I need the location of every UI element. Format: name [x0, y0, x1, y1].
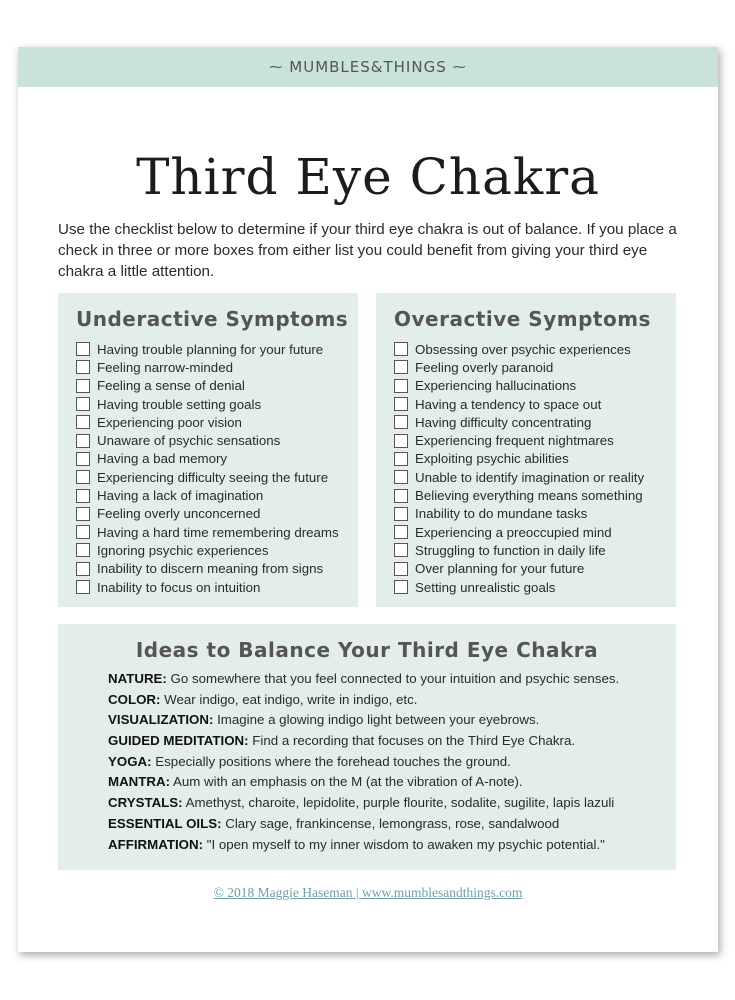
- checklist-item: [394, 541, 644, 559]
- underactive-panel: [58, 293, 358, 607]
- idea-row: [108, 814, 619, 835]
- checklist-item-label: Experiencing a preoccupied mind: [415, 524, 612, 540]
- checkbox[interactable]: [394, 580, 408, 594]
- brand-logo: [269, 58, 466, 76]
- idea-text: Clary sage, frankincense, lemongrass, rose, sandalwood: [221, 815, 560, 831]
- idea-label: MANTRA:: [108, 774, 171, 790]
- checkbox[interactable]: [394, 507, 408, 521]
- checklist-item-label: Ignoring psychic experiences: [97, 542, 269, 558]
- checklist-item: [394, 486, 644, 504]
- checklist-item-label: Inability to do mundane tasks: [415, 506, 588, 522]
- checkbox[interactable]: [76, 342, 90, 356]
- checklist-item-label: Experiencing difficulty seeing the future: [97, 469, 329, 485]
- checklist-item: [76, 450, 339, 468]
- checkbox[interactable]: [394, 452, 408, 466]
- checklist-item-label: Having a bad memory: [97, 451, 228, 467]
- idea-label: VISUALIZATION:: [108, 712, 214, 728]
- underactive-checklist: [76, 340, 339, 596]
- checklist-item-label: Feeling overly paranoid: [415, 359, 554, 375]
- checklist-item-label: Having a tendency to space out: [415, 396, 602, 412]
- idea-row: [108, 710, 619, 731]
- idea-text: "I open myself to my inner wisdom to awaken my psychic potential.": [203, 836, 605, 852]
- overactive-checklist: [394, 340, 644, 596]
- checkbox[interactable]: [76, 434, 90, 448]
- idea-row: [108, 772, 619, 793]
- checklist-item: [76, 560, 339, 578]
- right-sprig-icon: ⁓: [452, 59, 467, 75]
- idea-text: Find a recording that focuses on the Third Eye Chakra.: [248, 733, 576, 749]
- checklist-item: [76, 578, 339, 596]
- checklist-item: [76, 523, 339, 541]
- checklist-item: [394, 395, 644, 413]
- idea-text: Wear indigo, eat indigo, write in indigo, etc.: [160, 691, 418, 707]
- checklist-item: [76, 358, 339, 376]
- idea-text: Amethyst, charoite, lepidolite, purple flourite, sodalite, sugilite, lapis lazuli: [182, 795, 615, 811]
- idea-row: [108, 669, 619, 690]
- checklist-item: [394, 413, 644, 431]
- checklist-item-label: Having trouble planning for your future: [97, 341, 324, 357]
- checkbox[interactable]: [76, 562, 90, 576]
- checkbox[interactable]: [394, 397, 408, 411]
- idea-label: ESSENTIAL OILS:: [108, 815, 222, 831]
- header-band: [18, 47, 718, 87]
- idea-label: NATURE:: [108, 671, 167, 686]
- checklist-item-label: Unable to identify imagination or reality: [415, 469, 645, 485]
- checklist-item: [394, 377, 644, 395]
- checklist-item: [76, 505, 339, 523]
- checklist-item: [76, 431, 339, 449]
- checkbox[interactable]: [76, 452, 90, 466]
- checklist-item-label: Having a lack of imagination: [97, 488, 264, 504]
- worksheet-page: [18, 47, 718, 952]
- checkbox[interactable]: [394, 360, 408, 374]
- idea-row: [108, 793, 619, 814]
- overactive-panel: [376, 293, 676, 607]
- checklist-item-label: Exploiting psychic abilities: [415, 451, 569, 467]
- page-title: Third Eye Chakra: [136, 148, 600, 206]
- checkbox[interactable]: [394, 379, 408, 393]
- checklist-item-label: Having difficulty concentrating: [415, 414, 592, 430]
- checklist-item: [394, 450, 644, 468]
- idea-text: Go somewhere that you feel connected to your intuition and psychic senses.: [166, 671, 620, 686]
- idea-label: GUIDED MEDITATION:: [108, 733, 249, 749]
- idea-label: AFFIRMATION:: [108, 836, 204, 852]
- checkbox[interactable]: [76, 379, 90, 393]
- checklist-item-label: Experiencing poor vision: [97, 414, 242, 430]
- brand-name: MUMBLES&THINGS: [289, 58, 447, 76]
- checklist-item: [76, 395, 339, 413]
- checklist-item: [76, 413, 339, 431]
- checklist-item: [394, 523, 644, 541]
- intro-paragraph: Use the checklist below to determine if your third eye chakra is out of balance. If you place a check in three or more boxes from either list you could benefit from giving your third eye chakra a little attention.: [58, 221, 677, 280]
- checklist-item-label: Believing everything means something: [415, 488, 643, 504]
- ideas-list: [108, 669, 619, 855]
- checklist-item-label: Obsessing over psychic experiences: [415, 341, 631, 357]
- checklist-item-label: Feeling narrow-minded: [97, 359, 233, 375]
- ideas-heading: Ideas to Balance Your Third Eye Chakra: [135, 638, 599, 662]
- checkbox[interactable]: [76, 489, 90, 503]
- checklist-item-label: Inability to discern meaning from signs: [97, 561, 324, 577]
- checklist-item-label: Having trouble setting goals: [97, 396, 262, 412]
- checklist-item-label: Unaware of psychic sensations: [97, 433, 281, 449]
- checklist-item: [76, 541, 339, 559]
- checkbox[interactable]: [76, 397, 90, 411]
- footer-credit-link[interactable]: © 2018 Maggie Haseman | www.mumblesandthings.com: [213, 885, 523, 900]
- checkbox[interactable]: [394, 543, 408, 557]
- checklist-item-label: Setting unrealistic goals: [415, 579, 556, 595]
- checkbox[interactable]: [76, 543, 90, 557]
- checklist-item: [76, 377, 339, 395]
- checklist-item: [76, 468, 339, 486]
- checkbox[interactable]: [76, 470, 90, 484]
- idea-label: CRYSTALS:: [108, 795, 183, 811]
- checkbox[interactable]: [76, 360, 90, 374]
- checklist-item-label: Experiencing frequent nightmares: [415, 433, 614, 449]
- checklist-item-label: Over planning for your future: [415, 561, 585, 577]
- left-sprig-icon: ⁓: [269, 59, 284, 75]
- checkbox[interactable]: [76, 580, 90, 594]
- checklist-item: [394, 358, 644, 376]
- checklist-item: [394, 578, 644, 596]
- checklist-item-label: Feeling a sense of denial: [97, 378, 245, 394]
- checklist-item-label: Feeling overly unconcerned: [97, 506, 261, 522]
- checkbox[interactable]: [76, 525, 90, 539]
- checklist-item-label: Inability to focus on intuition: [97, 579, 261, 595]
- checkbox[interactable]: [394, 415, 408, 429]
- overactive-heading: Overactive Symptoms: [394, 307, 651, 331]
- checklist-item: [394, 468, 644, 486]
- checklist-item: [394, 505, 644, 523]
- checklist-item: [394, 431, 644, 449]
- checkbox[interactable]: [394, 434, 408, 448]
- checklist-item-label: Struggling to function in daily life: [415, 542, 606, 558]
- idea-row: [108, 835, 619, 856]
- checklist-item-label: Experiencing hallucinations: [415, 378, 577, 394]
- checklist-item: [76, 340, 339, 358]
- checkbox[interactable]: [76, 415, 90, 429]
- underactive-heading: Underactive Symptoms: [76, 307, 349, 331]
- checkbox[interactable]: [394, 470, 408, 484]
- idea-row: [108, 731, 619, 752]
- checkbox[interactable]: [394, 342, 408, 356]
- checkbox[interactable]: [394, 525, 408, 539]
- ideas-panel: [58, 624, 676, 870]
- checklist-item: [394, 560, 644, 578]
- checkbox[interactable]: [394, 562, 408, 576]
- idea-text: Especially positions where the forehead touches the ground.: [151, 753, 511, 769]
- checklist-item-label: Having a hard time remembering dreams: [97, 524, 339, 540]
- idea-label: COLOR:: [108, 691, 161, 707]
- idea-row: [108, 752, 619, 773]
- checklist-item: [394, 340, 644, 358]
- checkbox[interactable]: [394, 489, 408, 503]
- checkbox[interactable]: [76, 507, 90, 521]
- idea-text: Imagine a glowing indigo light between your eyebrows.: [213, 712, 540, 728]
- idea-label: YOGA:: [108, 753, 152, 769]
- idea-row: [108, 690, 619, 711]
- checklist-item: [76, 486, 339, 504]
- idea-text: Aum with an emphasis on the M (at the vibration of A-note).: [170, 774, 523, 790]
